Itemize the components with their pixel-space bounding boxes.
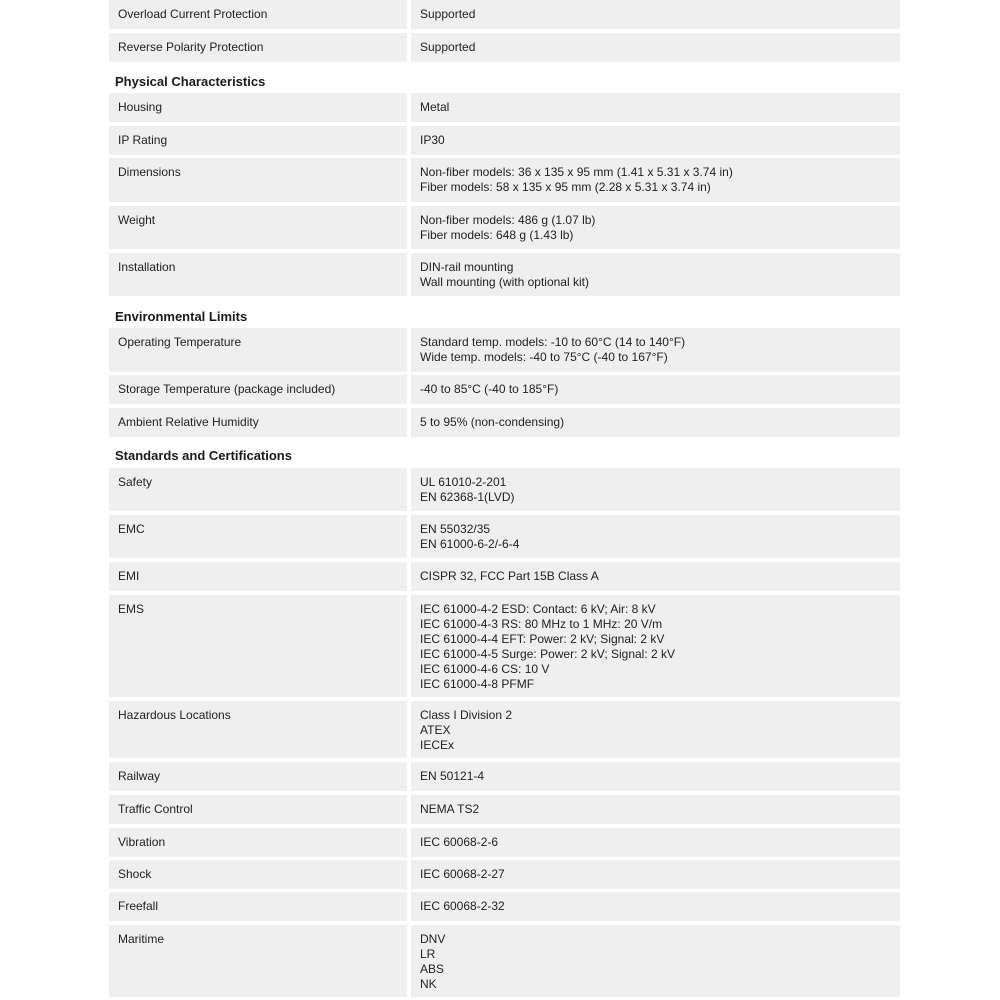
spec-label: IP Rating xyxy=(109,126,407,155)
spec-value-line: Standard temp. models: -10 to 60°C (14 to 140°F) xyxy=(420,335,686,349)
spec-value-line: 5 to 95% (non-condensing) xyxy=(420,415,565,429)
spec-value-line: Non-fiber models: 36 x 135 x 95 mm (1.41 x 5.31 x 3.74 in) xyxy=(420,165,733,179)
spec-label: Freefall xyxy=(109,892,407,921)
spec-label: Housing xyxy=(109,93,407,122)
spec-value-line: NEMA TS2 xyxy=(420,802,480,816)
spec-row-installation xyxy=(109,253,900,296)
spec-row-railway xyxy=(109,762,900,791)
spec-label: Storage Temperature (package included) xyxy=(109,375,407,404)
spec-value xyxy=(411,0,900,29)
spec-value-line: Non-fiber models: 486 g (1.07 lb) xyxy=(420,213,596,227)
spec-label: EMI xyxy=(109,562,407,591)
spec-row-storage-temperature-package-included xyxy=(109,375,900,404)
spec-value xyxy=(411,93,900,122)
spec-label: Hazardous Locations xyxy=(109,701,407,758)
spec-value xyxy=(411,701,900,758)
spec-value xyxy=(411,375,900,404)
spec-label: Ambient Relative Humidity xyxy=(109,408,407,437)
spec-value-line: IEC 60068-2-32 xyxy=(420,899,505,913)
spec-value-line: ABS xyxy=(420,962,445,976)
section-heading-environmental-limits: Environmental Limits xyxy=(115,309,248,324)
spec-row-overload-current-protection xyxy=(109,0,900,29)
spec-value xyxy=(411,158,900,202)
spec-value-line: EN 61000-6-2/-6-4 xyxy=(420,537,520,551)
spec-value-line: Supported xyxy=(420,40,476,54)
spec-value-line: Fiber models: 648 g (1.43 lb) xyxy=(420,228,574,242)
spec-value-line: IEC 61000-4-5 Surge: Power: 2 kV; Signal: 2 kV xyxy=(420,647,676,661)
spec-value-line: EN 55032/35 xyxy=(420,522,491,536)
spec-value xyxy=(411,253,900,296)
spec-row-emi xyxy=(109,562,900,591)
spec-row-ip-rating xyxy=(109,126,900,155)
spec-row-ambient-relative-humidity xyxy=(109,408,900,437)
spec-value xyxy=(411,126,900,155)
spec-value-line: EN 62368-1(LVD) xyxy=(420,490,515,504)
spec-label: Operating Temperature xyxy=(109,328,407,372)
spec-value-line: NK xyxy=(420,977,437,991)
spec-value xyxy=(411,828,900,857)
spec-label: Dimensions xyxy=(109,158,407,202)
spec-value xyxy=(411,762,900,791)
spec-value xyxy=(411,795,900,824)
spec-label: Safety xyxy=(109,468,407,511)
spec-row-weight xyxy=(109,206,900,249)
spec-value xyxy=(411,328,900,372)
spec-row-freefall xyxy=(109,892,900,921)
spec-row-housing xyxy=(109,93,900,122)
spec-value xyxy=(411,925,900,997)
spec-label: Vibration xyxy=(109,828,407,857)
spec-row-maritime xyxy=(109,925,900,997)
spec-value xyxy=(411,595,900,697)
spec-row-dimensions xyxy=(109,158,900,202)
spec-label: Shock xyxy=(109,860,407,889)
spec-label: EMS xyxy=(109,595,407,697)
spec-value-line: IEC 61000-4-6 CS: 10 V xyxy=(420,662,550,676)
spec-value-line: IEC 60068-2-27 xyxy=(420,867,505,881)
spec-label: Installation xyxy=(109,253,407,296)
spec-label: Traffic Control xyxy=(109,795,407,824)
spec-value-line: IP30 xyxy=(420,133,445,147)
spec-row-emc xyxy=(109,515,900,558)
spec-value-line: CISPR 32, FCC Part 15B Class A xyxy=(420,569,599,583)
spec-row-safety xyxy=(109,468,900,511)
spec-row-ems xyxy=(109,595,900,697)
spec-value-line: IEC 61000-4-3 RS: 80 MHz to 1 MHz: 20 V/m xyxy=(420,617,663,631)
spec-value-line: LR xyxy=(420,947,436,961)
spec-row-reverse-polarity-protection xyxy=(109,33,900,62)
spec-label: EMC xyxy=(109,515,407,558)
spec-value xyxy=(411,860,900,889)
spec-value-line: Metal xyxy=(420,100,450,114)
spec-value-line: Fiber models: 58 x 135 x 95 mm (2.28 x 5.31 x 3.74 in) xyxy=(420,180,711,194)
spec-value-line: DIN-rail mounting xyxy=(420,260,514,274)
spec-value-line: Supported xyxy=(420,7,476,21)
spec-value-line: -40 to 85°C (-40 to 185°F) xyxy=(420,382,559,396)
spec-label: Overload Current Protection xyxy=(109,0,407,29)
spec-value-line: IECEx xyxy=(420,738,455,752)
spec-value-line: Wall mounting (with optional kit) xyxy=(420,275,589,289)
spec-label: Railway xyxy=(109,762,407,791)
spec-value-line: IEC 61000-4-8 PFMF xyxy=(420,677,535,691)
spec-value-line: EN 50121-4 xyxy=(420,769,485,783)
spec-row-hazardous-locations xyxy=(109,701,900,758)
spec-value xyxy=(411,468,900,511)
spec-value-line: IEC 61000-4-2 ESD: Contact: 6 kV; Air: 8 kV xyxy=(420,602,656,616)
spec-value-line: IEC 60068-2-6 xyxy=(420,835,499,849)
spec-row-operating-temperature xyxy=(109,328,900,372)
spec-value-line: UL 61010-2-201 xyxy=(420,475,507,489)
spec-value xyxy=(411,892,900,921)
spec-value xyxy=(411,33,900,62)
spec-label: Maritime xyxy=(109,925,407,997)
spec-value-line: Wide temp. models: -40 to 75°C (-40 to 167°F) xyxy=(420,350,668,364)
spec-value xyxy=(411,206,900,249)
spec-row-vibration xyxy=(109,828,900,857)
spec-label: Reverse Polarity Protection xyxy=(109,33,407,62)
spec-value-line: Class I Division 2 xyxy=(420,708,513,722)
spec-value-line: ATEX xyxy=(420,723,451,737)
spec-value xyxy=(411,408,900,437)
spec-row-shock xyxy=(109,860,900,889)
section-heading-standards-and-certifications: Standards and Certifications xyxy=(115,448,292,463)
spec-value xyxy=(411,515,900,558)
spec-row-traffic-control xyxy=(109,795,900,824)
spec-label: Weight xyxy=(109,206,407,249)
spec-value-line: IEC 61000-4-4 EFT: Power: 2 kV; Signal: 2 kV xyxy=(420,632,665,646)
spec-value-line: DNV xyxy=(420,932,446,946)
section-heading-physical-characteristics: Physical Characteristics xyxy=(115,74,266,89)
spec-value xyxy=(411,562,900,591)
